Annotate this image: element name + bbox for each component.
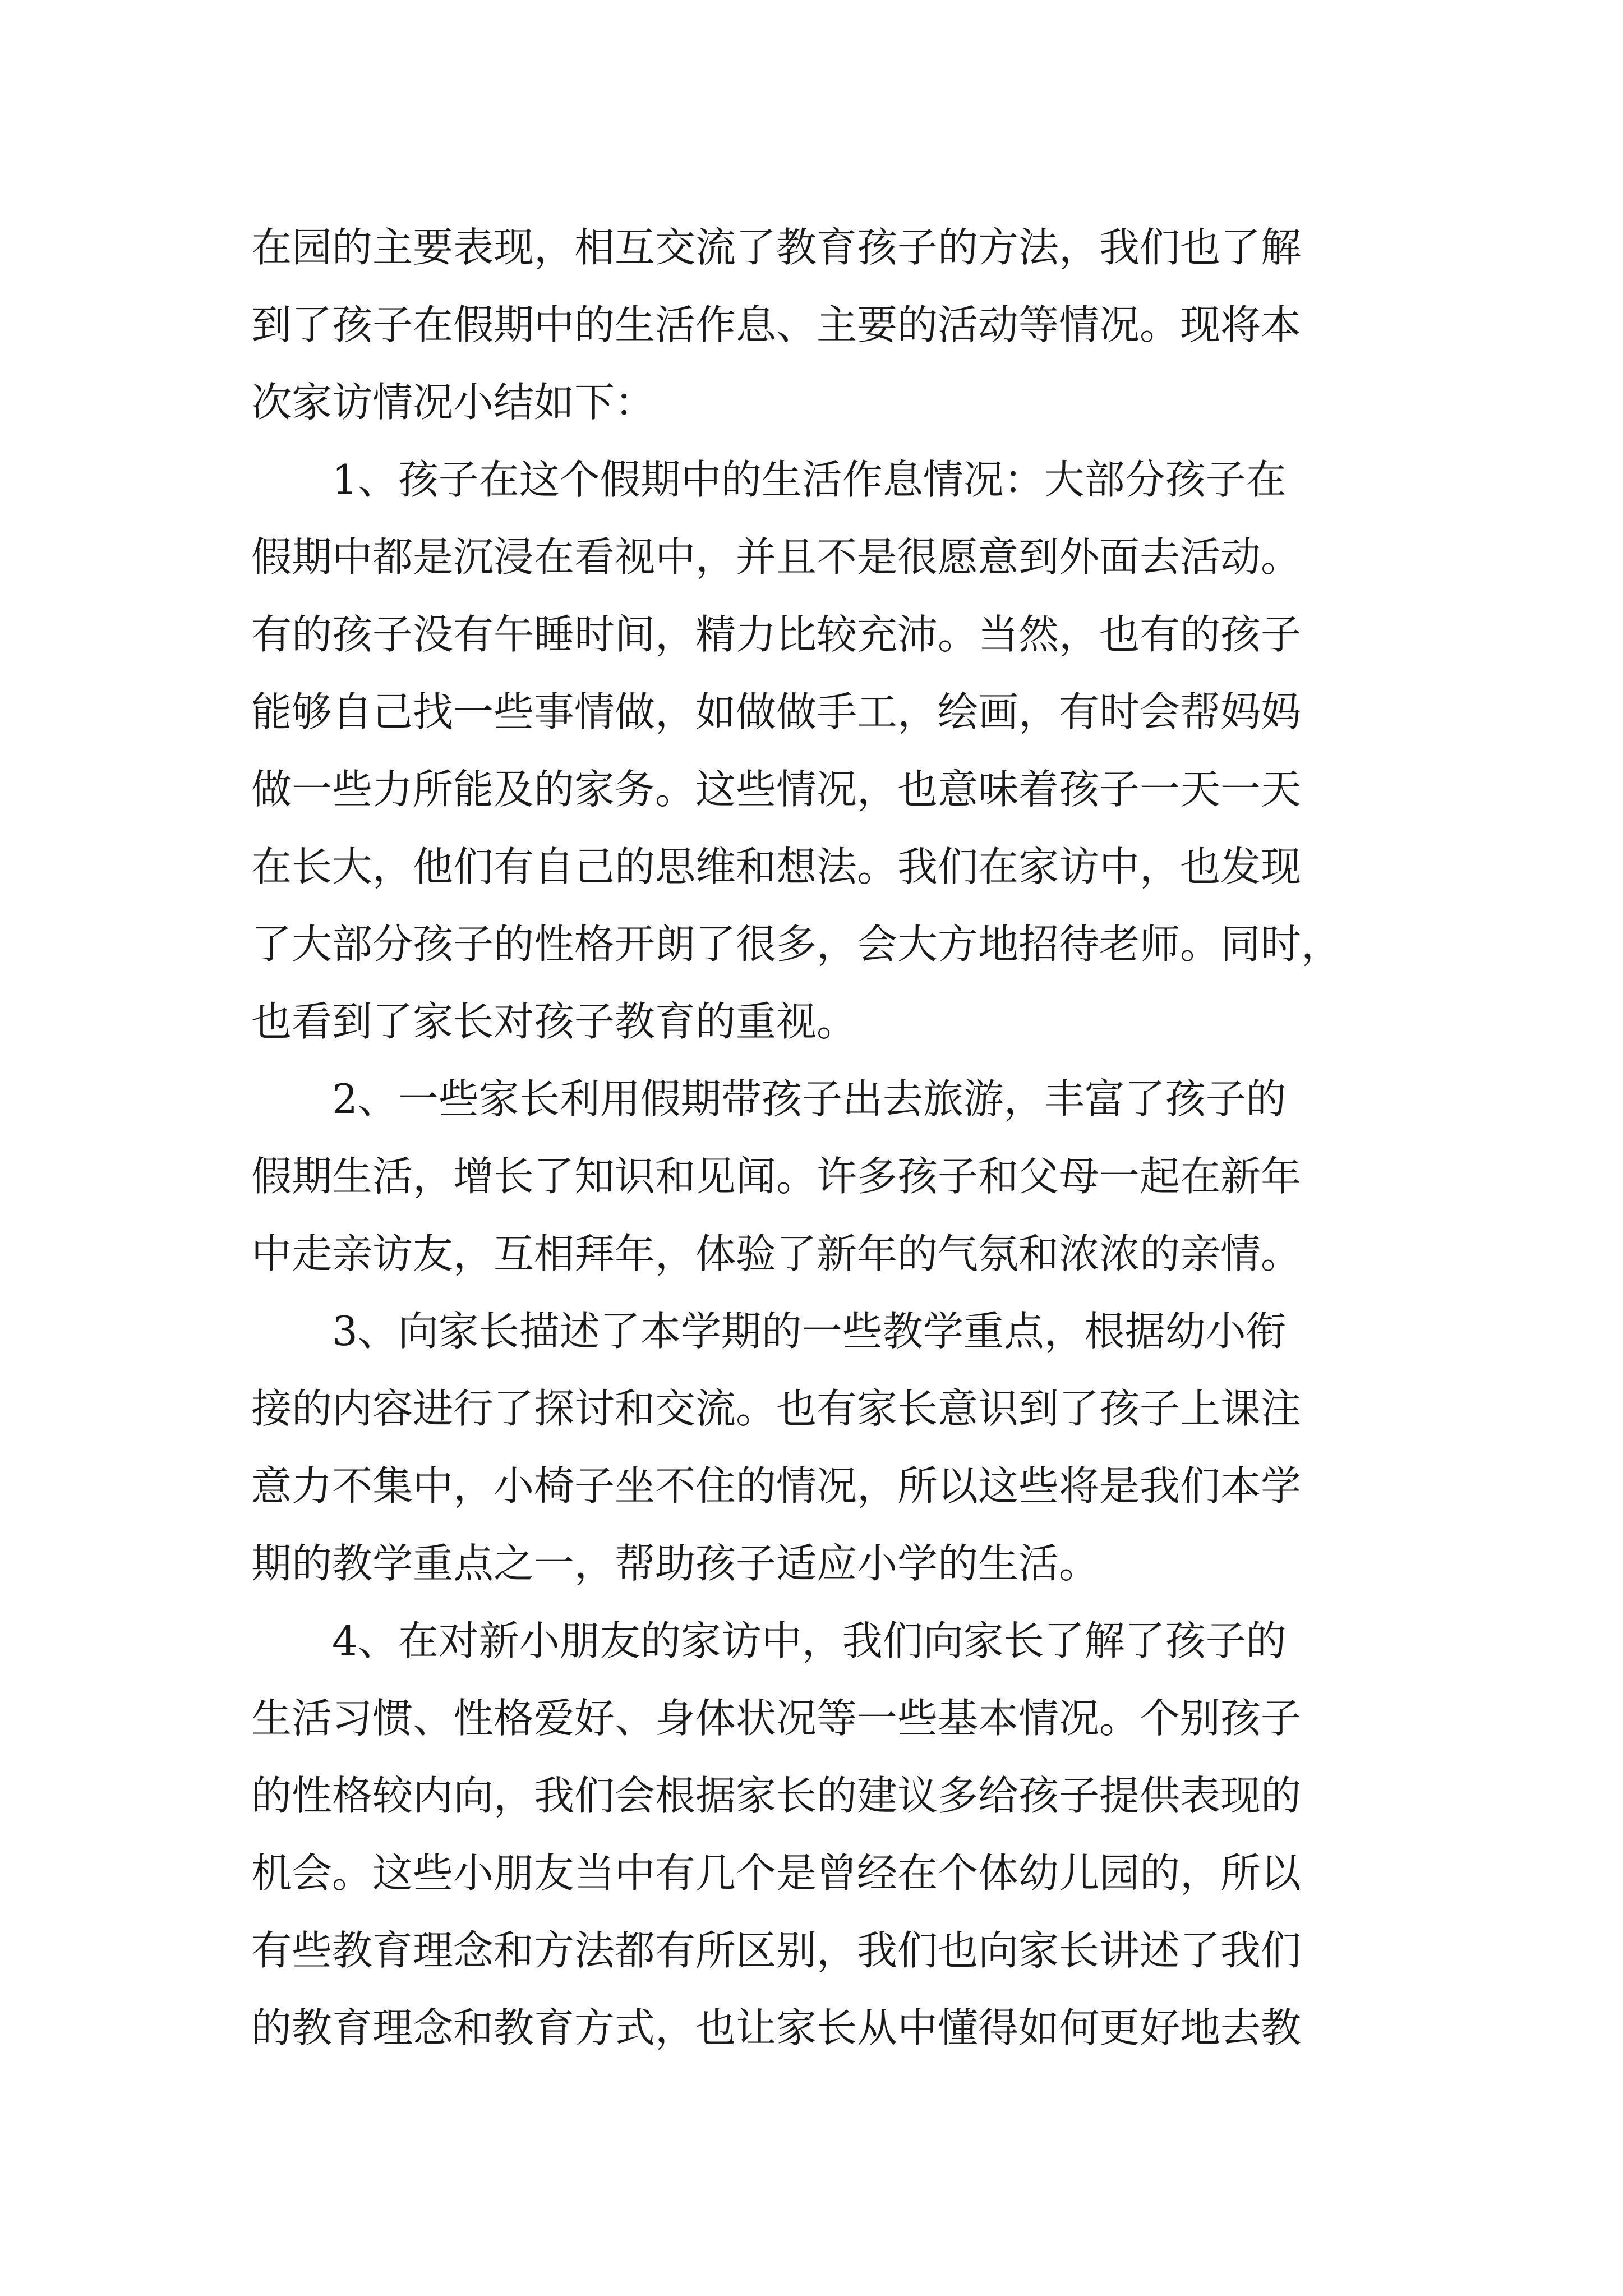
text-line: 意力不集中，小椅子坐不住的情况，所以这些将是我们本学 bbox=[251, 1462, 1302, 1510]
text-line: 也看到了家长对孩子教育的重视。 bbox=[251, 998, 857, 1045]
text-line: 假期生活，增长了知识和见闻。许多孩子和父母一起在新年 bbox=[251, 1153, 1302, 1200]
text-line: 机会。这些小朋友当中有几个是曾经在个体幼儿园的，所以 bbox=[251, 1849, 1302, 1897]
text-line: 的性格较内向，我们会根据家长的建议多给孩子提供表现的 bbox=[251, 1772, 1302, 1819]
text-line: 做一些力所能及的家务。这些情况，也意味着孩子一天一天 bbox=[251, 766, 1302, 813]
text-line: 接的内容进行了探讨和交流。也有家长意识到了孩子上课注 bbox=[251, 1385, 1302, 1432]
text-line: 1、孩子在这个假期中的生活作息情况：大部分孩子在 bbox=[332, 456, 1287, 503]
text-line: 中走亲访友，互相拜年，体验了新年的气氛和浓浓的亲情。 bbox=[251, 1230, 1302, 1277]
text-line: 有些教育理念和方法都有所区别，我们也向家长讲述了我们 bbox=[251, 1927, 1302, 1974]
text-line: 在园的主要表现，相互交流了教育孩子的方法，我们也了解 bbox=[251, 224, 1302, 271]
text-line: 期的教学重点之一，帮助孩子适应小学的生活。 bbox=[251, 1540, 1100, 1587]
text-line: 3、向家长描述了本学期的一些教学重点，根据幼小衔 bbox=[332, 1308, 1287, 1355]
text-line: 4、在对新小朋友的家访中，我们向家长了解了孩子的 bbox=[332, 1617, 1287, 1664]
text-line: 能够自己找一些事情做，如做做手工，绘画，有时会帮妈妈 bbox=[251, 688, 1302, 735]
text-line: 2、一些家长利用假期带孩子出去旅游，丰富了孩子的 bbox=[332, 1075, 1287, 1122]
text-line: 在长大，他们有自己的思维和想法。我们在家访中，也发现 bbox=[251, 843, 1302, 890]
text-line: 有的孩子没有午睡时间，精力比较充沛。当然，也有的孩子 bbox=[251, 611, 1302, 658]
text-line: 假期中都是沉浸在看视中，并且不是很愿意到外面去活动。 bbox=[251, 533, 1302, 581]
text-line: 生活习惯、性格爱好、身体状况等一些基本情况。个别孩子 bbox=[251, 1695, 1302, 1742]
document-body bbox=[251, 209, 1378, 2067]
text-line: 了大部分孩子的性格开朗了很多，会大方地招待老师。同时， bbox=[251, 921, 1342, 968]
text-line: 次家访情况小结如下： bbox=[251, 379, 656, 426]
text-line: 到了孩子在假期中的生活作息、主要的活动等情况。现将本 bbox=[251, 301, 1302, 348]
text-line: 的教育理念和教育方式，也让家长从中懂得如何更好地去教 bbox=[251, 2004, 1302, 2051]
